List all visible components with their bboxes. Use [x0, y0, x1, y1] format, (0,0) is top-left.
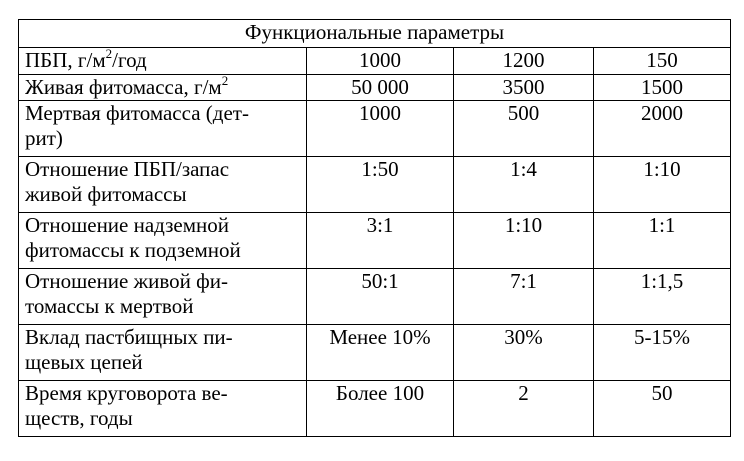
- table-caption: Функциональные параметры: [19, 20, 731, 48]
- table-row: [19, 325, 731, 381]
- value-cell: 3:1: [307, 213, 454, 269]
- row-label: Отношение ПБП/запас живой фитомассы: [19, 157, 307, 213]
- value-cell: 1:10: [454, 213, 594, 269]
- table-row: [19, 48, 731, 75]
- value-cell: 7:1: [454, 269, 594, 325]
- value-cell: 1:10: [594, 157, 731, 213]
- value-cell: 50: [594, 381, 731, 437]
- value-cell: 30%: [454, 325, 594, 381]
- value-cell: 1200: [454, 48, 594, 75]
- row-label: Вклад пастбищных пи- щевых цепей: [19, 325, 307, 381]
- row-label: ПБП, $г/м^2$/год: [19, 48, 307, 75]
- value-cell: 1:4: [454, 157, 594, 213]
- row-label: Время круговорота ве- ществ, годы: [19, 381, 307, 437]
- row-label: Отношение надземной фитомассы к подземной: [19, 213, 307, 269]
- row-label: Отношение живой фи- томассы к мертвой: [19, 269, 307, 325]
- value-cell: 50 000: [307, 75, 454, 101]
- table-row: [19, 75, 731, 101]
- value-cell: 1:1: [594, 213, 731, 269]
- table-caption-row: [19, 20, 731, 48]
- value-cell: 2: [454, 381, 594, 437]
- value-cell: 1:50: [307, 157, 454, 213]
- table-row: [19, 381, 731, 437]
- value-cell: 1000: [307, 48, 454, 75]
- value-cell: 50:1: [307, 269, 454, 325]
- row-label: Живая фитомасса, $г/м^2$: [19, 75, 307, 101]
- value-cell: 5-15%: [594, 325, 731, 381]
- row-label: Мертвая фитомасса (дет- рит): [19, 101, 307, 157]
- value-cell: Менее 10%: [307, 325, 454, 381]
- value-cell: 150: [594, 48, 731, 75]
- value-cell: 2000: [594, 101, 731, 157]
- value-cell: 1000: [307, 101, 454, 157]
- value-cell: 500: [454, 101, 594, 157]
- table-row: [19, 157, 731, 213]
- functional-parameters-table: [18, 19, 731, 437]
- value-cell: 1:1,5: [594, 269, 731, 325]
- value-cell: Более 100: [307, 381, 454, 437]
- value-cell: 3500: [454, 75, 594, 101]
- table-row: [19, 213, 731, 269]
- value-cell: 1500: [594, 75, 731, 101]
- table-row: [19, 101, 731, 157]
- table-row: [19, 269, 731, 325]
